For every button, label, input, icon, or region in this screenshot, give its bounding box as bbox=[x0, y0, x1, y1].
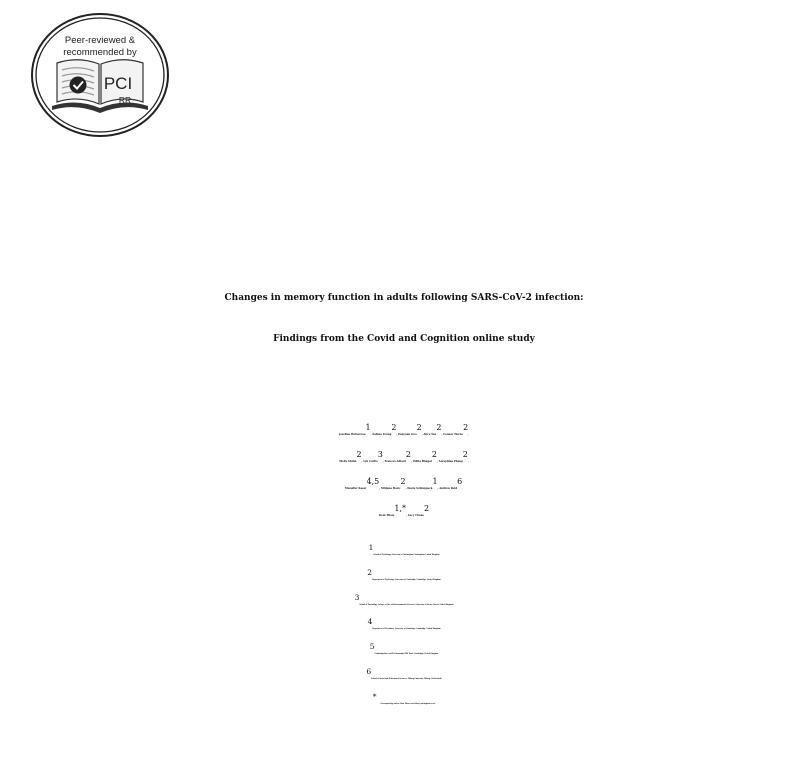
author bbox=[443, 423, 470, 436]
affiliation-number: 5 bbox=[369, 642, 375, 652]
author-line bbox=[0, 448, 808, 475]
author-name: Connor Horne bbox=[443, 433, 464, 436]
author-separator: , bbox=[437, 487, 440, 490]
author-name: Molly Ghinn bbox=[339, 460, 357, 463]
pci-rr-logo bbox=[30, 12, 170, 138]
author-affiliation-mark: 2 bbox=[423, 504, 430, 513]
title-line-2: Findings from the Covid and Cognition online study bbox=[273, 334, 535, 344]
author-line bbox=[0, 475, 808, 502]
author-name: Panyuan Guo bbox=[398, 433, 417, 436]
affiliation bbox=[0, 618, 808, 643]
affiliation-list bbox=[0, 544, 808, 718]
author bbox=[439, 477, 464, 490]
author bbox=[363, 450, 385, 463]
author-affiliation-mark: 2 bbox=[436, 423, 442, 432]
author-name: Josefina Weinerova bbox=[338, 433, 366, 436]
author-affiliation-mark: 1 bbox=[432, 477, 438, 486]
author-line bbox=[0, 421, 808, 448]
affiliation-number: 4 bbox=[367, 617, 373, 627]
author-affiliation-mark: 2 bbox=[463, 423, 469, 432]
author bbox=[382, 450, 413, 463]
author bbox=[378, 504, 408, 517]
author-separator: , bbox=[382, 460, 385, 463]
pci-rr-badge bbox=[30, 12, 170, 138]
author-name: Alice Yau bbox=[423, 433, 437, 436]
author-affiliation-mark: 2 bbox=[391, 423, 397, 432]
corresponding-text: Corresponding author: Roni Tibon, roni.tibon@nottingham.ac.uk bbox=[380, 703, 436, 705]
affiliation-text: School of Psychology, University of Nottingham, Nottingham, United Kingdom bbox=[373, 555, 440, 556]
paper-title bbox=[0, 288, 808, 349]
author bbox=[407, 477, 440, 490]
affiliation-text: Department of Psychiatry, University of Cambridge, Cambridge, United Kingdom bbox=[372, 629, 441, 631]
author-separator: , bbox=[437, 460, 439, 463]
author bbox=[339, 450, 364, 463]
affiliation bbox=[0, 643, 808, 668]
affiliation bbox=[0, 569, 808, 594]
author-name: Sabine Yeung bbox=[372, 433, 392, 436]
author-affiliation-mark: 2 bbox=[416, 423, 422, 432]
affiliation bbox=[0, 544, 808, 569]
affiliation bbox=[0, 668, 808, 693]
affiliation-text: School of Psychology, College of Life and Environmental Sciences, University of Exeter, Exeter, United Kingdom bbox=[359, 604, 454, 606]
author-name: Vidita Bhagat bbox=[412, 460, 432, 463]
author-name: Mirjana Bozic bbox=[380, 487, 401, 490]
affiliation-text: Department of Psychology, University of Cambridge, Cambridge, United Kingdom bbox=[372, 579, 441, 581]
author-name: Lucy Cheke bbox=[407, 514, 424, 517]
author-affiliation-mark: 2 bbox=[462, 450, 468, 459]
author-affiliation-mark: 1,* bbox=[394, 504, 407, 513]
author-name: Denis Schluppeck bbox=[407, 487, 433, 490]
affiliation-text: School of Social and Behavioural Sciences, Tilburg University, Tilburg, Netherlands bbox=[371, 678, 442, 680]
author-separator: , bbox=[468, 433, 470, 436]
badge-sub: RR bbox=[118, 95, 132, 105]
title-line-1: Changes in memory function in adults following SARS-CoV-2 infection: bbox=[224, 293, 584, 303]
author-separator: , bbox=[361, 460, 364, 463]
author bbox=[344, 477, 381, 490]
author-separator: , bbox=[406, 514, 408, 517]
author-affiliation-mark: 4,5 bbox=[366, 477, 380, 486]
author bbox=[380, 477, 408, 490]
badge-line2: recommended by bbox=[63, 47, 137, 58]
author-separator: , bbox=[396, 433, 399, 436]
author bbox=[407, 504, 430, 517]
author-affiliation-mark: 2 bbox=[405, 450, 411, 459]
author bbox=[338, 423, 373, 436]
badge-brand: PCI bbox=[103, 74, 133, 93]
badge-line1: Peer-reviewed & bbox=[64, 35, 136, 46]
author bbox=[398, 423, 424, 436]
author-line bbox=[0, 502, 808, 529]
affiliation-number: 1 bbox=[368, 543, 374, 552]
author-name: Andrew Reid bbox=[439, 487, 458, 490]
author-separator: , bbox=[441, 433, 444, 436]
author-name: Frances Adlard bbox=[384, 460, 406, 463]
corresponding-author bbox=[0, 693, 808, 718]
affiliation-number: 2 bbox=[367, 567, 373, 577]
affiliation-number: 6 bbox=[366, 666, 372, 676]
author-separator: , bbox=[410, 460, 413, 463]
author-separator: , bbox=[467, 460, 469, 463]
author bbox=[438, 450, 469, 463]
author-affiliation-mark: 1 bbox=[365, 423, 371, 432]
author-separator: , bbox=[462, 487, 464, 490]
author-list bbox=[0, 421, 808, 529]
author-name: Muzaffer Kaser bbox=[344, 487, 367, 490]
check-icon bbox=[70, 77, 87, 94]
author bbox=[423, 423, 444, 436]
author-affiliation-mark: 2 bbox=[400, 477, 406, 486]
author-name: Lyn Curtis bbox=[363, 460, 378, 463]
affiliation-number: 3 bbox=[354, 592, 360, 602]
author-affiliation-mark: 3 bbox=[377, 450, 383, 459]
author bbox=[410, 450, 439, 463]
author-name: Roni Tibon bbox=[378, 514, 395, 517]
author-separator: , bbox=[370, 433, 373, 436]
author-affiliation-mark: 2 bbox=[431, 450, 438, 459]
author-affiliation-mark: 2 bbox=[356, 450, 362, 459]
author-affiliation-mark: 6 bbox=[457, 477, 463, 486]
author-name: Seraphina Zhang bbox=[438, 460, 463, 463]
author-separator: , bbox=[421, 433, 424, 436]
author-separator: , bbox=[405, 487, 408, 490]
affiliation-text: Cambridgeshire and Peterborough NHS Trust, Cambridge, United Kingdom bbox=[374, 654, 439, 656]
corresponding-mark: * bbox=[372, 691, 377, 701]
author bbox=[372, 423, 399, 436]
author-separator: , bbox=[379, 487, 381, 490]
affiliation bbox=[0, 594, 808, 619]
